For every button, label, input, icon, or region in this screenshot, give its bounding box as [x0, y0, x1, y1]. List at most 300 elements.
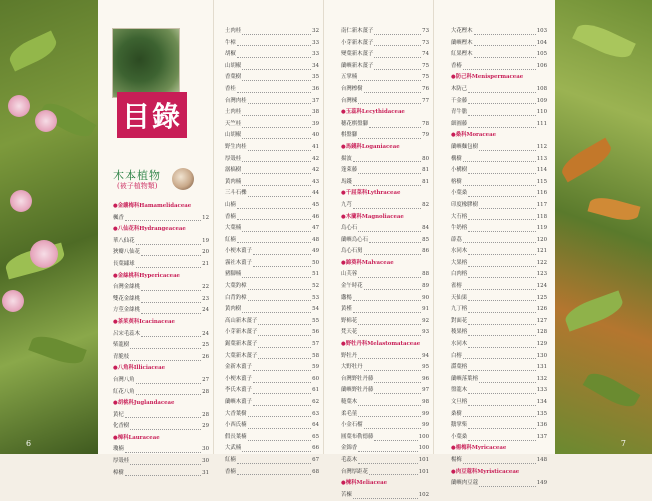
plant-name: 牛奶榕: [451, 225, 468, 232]
toc-entry: [225, 327, 319, 339]
plant-name: 毛蕊木: [341, 456, 358, 463]
plant-name: 烏心石: [341, 225, 358, 232]
leader-dots: [125, 470, 201, 476]
toc-entry: [341, 467, 429, 479]
page-number: 22: [202, 284, 209, 291]
plant-name: 白背釣樟: [225, 294, 247, 301]
toc-entry: [451, 409, 547, 421]
page-number: 47: [312, 225, 319, 232]
toc-entry: [225, 293, 319, 305]
leader-dots: [242, 64, 311, 70]
family-name: ●金絲桃科Hypericaceae: [113, 272, 180, 279]
toc-entry: [451, 38, 547, 50]
plant-name: 香楠: [225, 468, 236, 475]
plant-name: 野棉花: [341, 317, 358, 324]
toc-entry: [113, 468, 209, 480]
toc-entry: [451, 420, 547, 432]
leader-dots: [242, 446, 311, 452]
page-number: 93: [422, 329, 429, 336]
page-number: 19: [202, 237, 209, 244]
toc-entry: [341, 443, 429, 455]
leader-dots: [248, 145, 312, 151]
plant-name: 土肉桂: [225, 109, 242, 116]
toc-entry: [225, 235, 319, 247]
toc-entry: [225, 130, 319, 142]
plant-name: 台灣八角: [113, 376, 135, 383]
page-number: 30: [202, 446, 209, 453]
family-name: ●楝科Meliaceae: [341, 480, 388, 487]
toc-entry: [225, 84, 319, 96]
toc-entry: [341, 304, 429, 316]
page-number: 39: [312, 120, 319, 127]
plant-name: 大武楠: [225, 445, 242, 452]
leader-dots: [248, 423, 312, 429]
leader-dots: [237, 52, 311, 58]
toc-entry: [451, 374, 547, 386]
plant-name: 紅楠: [225, 456, 236, 463]
plant-name: 文旦榕: [451, 399, 468, 405]
plant-name: 大花樫木: [451, 28, 473, 34]
leader-dots: [242, 156, 311, 162]
leader-dots: [258, 330, 311, 336]
leader-dots: [248, 411, 312, 417]
toc-entry: [341, 374, 429, 386]
page-number: 24: [202, 307, 209, 314]
page-number: 132: [536, 375, 547, 382]
plant-name: 假長葉楠: [225, 433, 247, 440]
toc-entry: [451, 478, 547, 490]
leader-dots: [374, 377, 421, 383]
leader-dots: [358, 133, 421, 139]
page-number: 55: [312, 317, 319, 324]
leader-dots: [474, 40, 536, 46]
page-number-left: 6: [26, 439, 32, 448]
toc-entry: [451, 142, 547, 154]
toc-entry: [225, 339, 319, 351]
leader-dots: [125, 447, 201, 453]
toc-entry: [225, 223, 319, 235]
page-number: 79: [422, 132, 429, 139]
leader-dots: [237, 87, 311, 93]
leader-dots: [141, 331, 201, 337]
plant-name: 細圓藤: [451, 120, 468, 127]
leader-dots: [374, 435, 417, 441]
page-number: 129: [536, 341, 547, 348]
plant-name: 繖楊: [341, 294, 352, 301]
plant-name: 稜果榕: [451, 329, 468, 336]
plant-name: 紅楠: [225, 236, 236, 243]
plant-name: 苦楝: [341, 491, 352, 498]
leader-dots: [358, 98, 421, 104]
plant-name: 大葉新木薑子: [225, 352, 258, 359]
toc-entry: [451, 327, 547, 339]
leader-dots: [353, 203, 421, 209]
toc-entry: [225, 212, 319, 224]
page-number: 48: [312, 236, 319, 243]
plant-name: 千金藤: [451, 97, 468, 104]
toc-column-4: [451, 26, 547, 490]
plant-name: 大香葉樹: [225, 410, 247, 417]
toc-entry: [225, 443, 319, 455]
plant-name: 穗花棋盤腳: [341, 120, 368, 127]
family-heading: [113, 363, 209, 375]
page-number: 41: [312, 143, 319, 150]
toc-entry: [451, 26, 547, 38]
plant-name: 棋盤腳: [341, 132, 358, 139]
leader-dots: [364, 365, 422, 371]
plant-name: 台灣金絲桃: [113, 284, 140, 291]
toc-entry: [225, 61, 319, 73]
toc-entry: [341, 455, 429, 467]
plant-name: 大野牡丹: [341, 364, 363, 371]
toc-entry: [225, 96, 319, 108]
page-number: 94: [422, 352, 429, 359]
toc-entry: [113, 410, 209, 422]
toc-entry: [341, 351, 429, 363]
toc-entry: [113, 294, 209, 306]
page-number: 36: [312, 85, 319, 92]
page-number: 24: [202, 330, 209, 337]
page-number: 52: [312, 283, 319, 290]
plant-name: 黃肉樹: [225, 306, 242, 313]
page-number: 67: [312, 456, 319, 463]
leader-dots: [468, 191, 536, 197]
page-number: 44: [312, 190, 319, 197]
page-number: 81: [422, 178, 429, 185]
plant-name: 大葉釣樟: [225, 283, 247, 290]
plant-name: 黃杞: [113, 411, 124, 418]
leader-dots: [468, 249, 536, 255]
family-name: ●木蘭科Magnoliaceae: [341, 213, 404, 220]
toc-entry: [451, 223, 547, 235]
page-number: 40: [312, 132, 319, 139]
page-number: 43: [312, 178, 319, 185]
plant-name: 變葉新木薑子: [341, 51, 374, 58]
page-number: 101: [418, 456, 429, 463]
plant-name: 牛樟: [225, 39, 236, 46]
leader-dots: [258, 319, 311, 325]
plant-name: 香楠: [225, 213, 236, 220]
leader-dots: [358, 458, 418, 464]
toc-entry: [225, 397, 319, 409]
leader-dots: [237, 203, 311, 209]
page-number: 50: [312, 259, 319, 266]
leader-dots: [468, 388, 536, 394]
toc-entry: [113, 421, 209, 433]
leader-dots: [242, 110, 311, 116]
leader-dots: [369, 469, 418, 475]
page-number: 26: [202, 353, 209, 360]
plant-name: 楊梅: [451, 456, 462, 463]
leader-dots: [130, 459, 201, 465]
page-number: 21: [202, 260, 209, 267]
plant-name: 薜荔: [451, 236, 462, 243]
toc-entry: [451, 246, 547, 258]
leader-dots: [468, 98, 536, 104]
family-name: ●防己科Menispermaceae: [451, 74, 524, 81]
page-number: 38: [312, 109, 319, 116]
plant-name: 南仁新木薑子: [341, 28, 374, 34]
leader-dots: [136, 378, 202, 384]
leader-dots: [253, 400, 311, 406]
plant-name: 柴龍樹: [113, 342, 130, 349]
toc-entry: [225, 362, 319, 374]
toc-entry: [113, 387, 209, 399]
family-heading: [451, 443, 547, 455]
leader-dots: [468, 342, 536, 348]
plant-name: 小芽新木薑子: [341, 39, 374, 46]
plant-name: 梵天花: [341, 329, 358, 336]
page-number: 128: [536, 329, 547, 336]
toc-column-3: [341, 26, 429, 501]
plant-name: 蘭嶼新木薑子: [341, 62, 374, 69]
family-name: ●野牡丹科Melastomataceae: [341, 341, 421, 348]
page-number: 46: [312, 213, 319, 220]
leader-dots: [136, 239, 202, 245]
plant-name: 小金石榴: [341, 422, 363, 429]
toc-entry: [225, 467, 319, 479]
family-heading: [341, 212, 429, 224]
page-number: 108: [536, 85, 547, 92]
leader-dots: [468, 423, 536, 429]
toc-entry: [341, 327, 429, 339]
toc-entry: [113, 375, 209, 387]
leader-dots: [125, 215, 201, 221]
page-number: 101: [418, 468, 429, 475]
plant-name: 山楠: [225, 201, 236, 208]
leader-dots: [130, 424, 201, 430]
page-number: 98: [422, 399, 429, 405]
toc-entry: [113, 456, 209, 468]
plant-name: 糙葉木: [341, 399, 358, 405]
toc-entry: [341, 490, 429, 501]
page-number: 135: [536, 410, 547, 417]
page-number: 31: [202, 469, 209, 476]
page-number: 45: [312, 201, 319, 208]
page-number: 66: [312, 445, 319, 452]
page-number: 90: [422, 294, 429, 301]
family-name: ●肉豆蔻科Myristicaceae: [451, 468, 520, 475]
leader-dots: [468, 400, 536, 406]
toc-entry: [341, 246, 429, 258]
leader-dots: [364, 423, 422, 429]
toc-entry: [225, 49, 319, 61]
toc-entry: [341, 362, 429, 374]
page-number: 80: [422, 155, 429, 162]
plant-name: 蘭嶼麵包樹: [451, 143, 478, 150]
page-number: 62: [312, 399, 319, 405]
plant-name: 青牛膽: [451, 109, 468, 116]
plant-name: 馬錢: [341, 178, 352, 185]
leader-dots: [374, 52, 421, 58]
plant-name: 山胡椒: [225, 132, 242, 139]
leader-dots: [463, 237, 536, 243]
page-number: 149: [536, 480, 547, 487]
page-number: 121: [536, 248, 547, 255]
toc-entry: [113, 340, 209, 352]
page-number: 118: [536, 213, 547, 220]
toc-entry: [225, 188, 319, 200]
page-number: 20: [202, 249, 209, 256]
leader-dots: [364, 249, 422, 255]
leader-dots: [248, 284, 312, 290]
leader-dots: [358, 400, 421, 406]
plant-name: 潺槁樹: [225, 167, 242, 174]
toc-entry: [451, 177, 547, 189]
family-heading: [113, 398, 209, 410]
leader-dots: [141, 250, 201, 256]
page-number: 49: [312, 248, 319, 255]
leader-dots: [237, 469, 311, 475]
plant-name: 蘭嶼落葉榕: [451, 375, 478, 382]
page-number: 136: [536, 422, 547, 429]
plant-name: 對面花: [451, 317, 468, 324]
leader-dots: [242, 180, 311, 186]
toc-entry: [341, 200, 429, 212]
toc-entry: [451, 154, 547, 166]
toc-entry: [341, 316, 429, 328]
page-number: 28: [202, 411, 209, 418]
plant-name: 蓬萊藤: [341, 167, 358, 174]
toc-entry: [341, 38, 429, 50]
leader-dots: [237, 458, 311, 464]
leader-dots: [468, 261, 536, 267]
toc-entry: [451, 165, 547, 177]
page-number: 95: [422, 364, 429, 371]
family-name: ●錦葵科Malvaceae: [341, 259, 394, 266]
toc-entry: [113, 352, 209, 364]
plant-name: 盤龍木: [451, 387, 468, 394]
leader-dots: [242, 122, 311, 128]
leader-dots: [468, 330, 536, 336]
leader-dots: [258, 353, 311, 359]
toc-column-1: [113, 201, 209, 479]
toc-entry: [451, 96, 547, 108]
family-heading: [451, 72, 547, 84]
leader-dots: [353, 493, 418, 499]
family-name: ●八角科Illiciaceae: [113, 365, 165, 372]
leader-dots: [130, 355, 201, 361]
plant-name: 小葉桑: [451, 190, 468, 197]
plant-name: 蘭嶼烏心石: [341, 236, 368, 243]
family-heading: [451, 467, 547, 479]
plant-name: 紅果樫木: [451, 51, 473, 58]
plant-name: 小構樹: [451, 167, 468, 174]
family-heading: [113, 224, 209, 236]
leader-dots: [136, 389, 202, 395]
leader-dots: [253, 365, 311, 371]
plant-name: 澀葉榕: [451, 364, 468, 371]
page-number: 74: [422, 51, 429, 58]
plant-name: 鋸葉新木薑子: [225, 341, 258, 348]
page-number: 109: [536, 97, 547, 104]
page-number: 97: [422, 387, 429, 394]
page-number: 120: [536, 236, 547, 243]
leader-dots: [479, 145, 536, 151]
page-number: 112: [536, 143, 547, 150]
toc-entry: [225, 316, 319, 328]
plant-name: 柔毛菫: [341, 410, 358, 417]
family-name: ●玉蕊科Lecythidaceae: [341, 109, 405, 116]
toc-entry: [225, 246, 319, 258]
toc-entry: [225, 142, 319, 154]
leader-dots: [468, 87, 536, 93]
page-number: 123: [536, 271, 547, 278]
toc-entry: [451, 432, 547, 444]
plant-name: 蘭嶼木薑子: [225, 399, 252, 405]
plant-name: 印度橡膠樹: [451, 201, 478, 208]
plant-name: 霧社木薑子: [225, 259, 252, 266]
toc-entry: [451, 316, 547, 328]
plant-name: 化香樹: [113, 423, 130, 430]
plant-name: 台灣楝: [341, 97, 358, 104]
leader-dots: [141, 308, 201, 314]
leader-dots: [258, 342, 311, 348]
family-name: ●茶茱萸科Icacinaceae: [113, 318, 175, 325]
leader-dots: [358, 330, 421, 336]
plant-name: 大冇榕: [451, 213, 468, 220]
page-number: 99: [422, 410, 429, 417]
toc-entry: [341, 269, 429, 281]
page-number: 33: [312, 39, 319, 46]
page-number: 12: [202, 214, 209, 221]
plant-name: 九丁榕: [451, 306, 468, 313]
toc-entry: [451, 61, 547, 73]
leader-dots: [353, 180, 421, 186]
leader-dots: [253, 261, 311, 267]
leader-dots: [141, 285, 201, 291]
page-number: 113: [536, 155, 547, 162]
leader-dots: [353, 295, 421, 301]
plant-name: 烏心石舅: [341, 248, 363, 255]
plant-name: 構樹: [451, 155, 462, 162]
leader-dots: [374, 388, 421, 394]
page-number: 91: [422, 306, 429, 313]
plant-name: 雙花金絲桃: [113, 295, 140, 302]
page-number: 65: [312, 433, 319, 440]
left-plant-photo: [0, 0, 98, 454]
toc-entry: [225, 154, 319, 166]
page-number: 85: [422, 236, 429, 243]
plant-name: 瓊楠: [113, 446, 124, 453]
plant-name: 長葉繡球: [113, 260, 135, 267]
page-number: 53: [312, 294, 319, 301]
page-number: 35: [312, 74, 319, 81]
leader-dots: [242, 29, 311, 35]
plant-name: 榕樹: [451, 178, 462, 185]
toc-entry: [451, 107, 547, 119]
leader-dots: [358, 226, 421, 232]
page-number: 54: [312, 306, 319, 313]
toc-entry: [341, 223, 429, 235]
toc-entry: [225, 119, 319, 131]
page-number: 106: [536, 62, 547, 69]
plant-name: 水同木: [451, 248, 468, 255]
toc-entry: [451, 304, 547, 316]
page-number: 73: [422, 28, 429, 34]
right-plant-photo: [554, 0, 652, 454]
leader-dots: [253, 388, 311, 394]
family-name: ●馬錢科Loganiaceae: [341, 143, 400, 150]
leader-dots: [141, 297, 201, 303]
leader-dots: [463, 180, 536, 186]
page-number: 33: [312, 51, 319, 58]
toc-entry: [451, 397, 547, 409]
toc-entry: [451, 362, 547, 374]
leader-dots: [130, 343, 201, 349]
leader-dots: [369, 122, 421, 128]
page-number: 75: [422, 62, 429, 69]
